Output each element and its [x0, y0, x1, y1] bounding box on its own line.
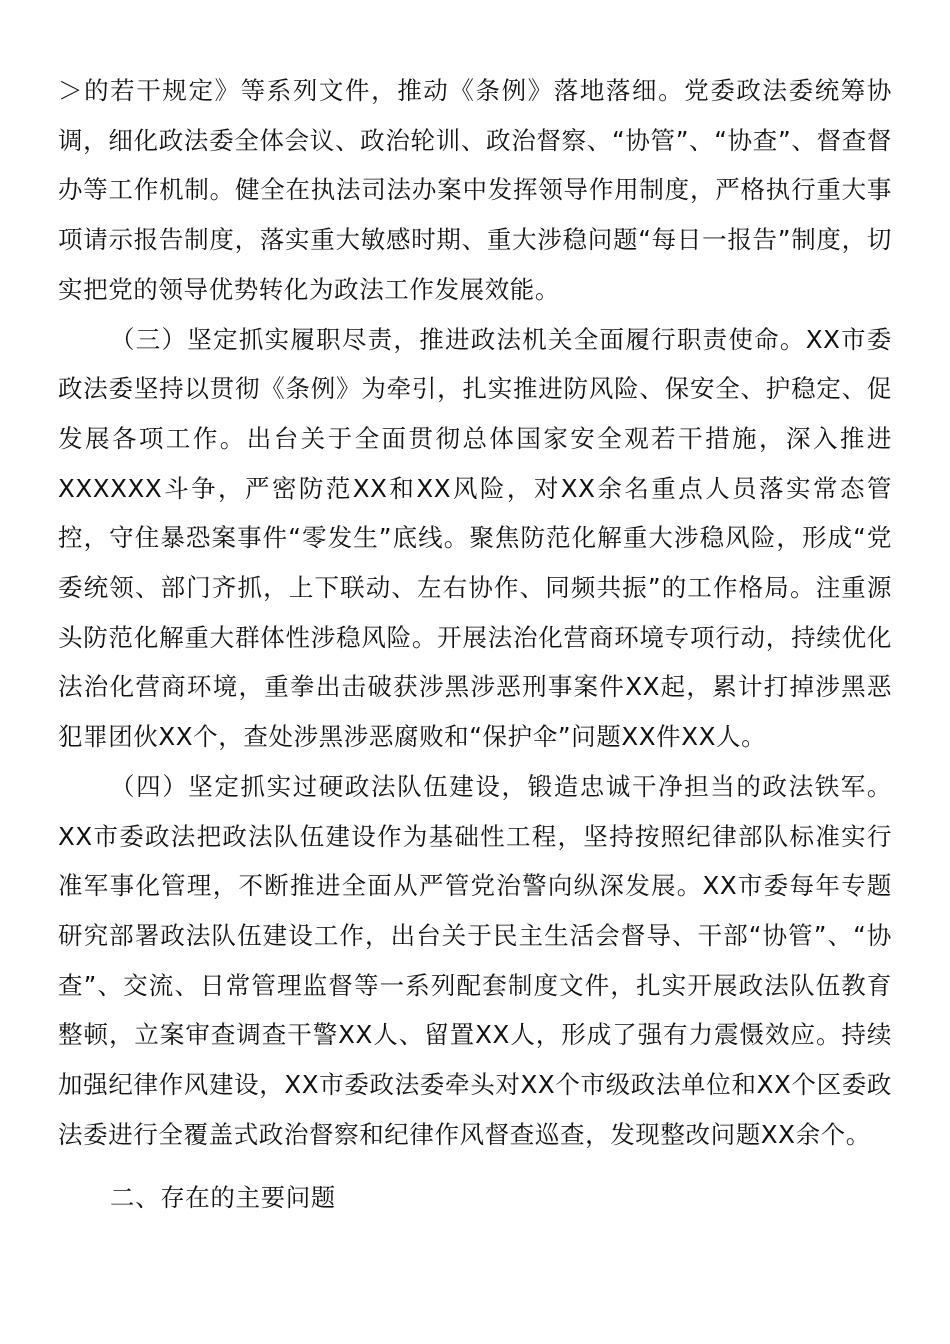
document-page	[58, 66, 892, 1223]
paragraph-continuation: ＞的若干规定》等系列文件，推动《条例》落地落细。党委政法委统筹协调，细化政法委全体会议、政治轮训、政治督察、“协管”、“协查”、督查督办等工作机制。健全在执法司法办案中发挥领导作用制度，严格执行重大事项请示报告制度，落实重大敏感时期、重大涉稳问题“每日一报告”制度，切实把党的领导优势转化为政法工作发展效能。	[58, 76, 892, 304]
paragraph-section-four: （四）坚定抓实过硬政法队伍建设，锻造忠诚干净担当的政法铁军。XX市委政法把政法队伍建设作为基础性工程，坚持按照纪律部队标准实行准军事化管理，不断推进全面从严管党治警向纵深发展。XX市委每年专题研究部署政法队伍建设工作，出台关于民主生活会督导、干部“协管”、“协查”、交流、日常管理监督等一系列配套制度文件，扎实开展政法队伍教育整顿，立案审查调查干警XX人、留置XX人，形成了强有力震慑效应。持续加强纪律作风建设，XX市委政法委牵头对XX个市级政法单位和XX个区委政法委进行全覆盖式政治督察和纪律作风督查巡查，发现整改问题XX余个。	[58, 771, 892, 1149]
section-heading: 二、存在的主要问题	[110, 1183, 336, 1213]
paragraph-section-three: （三）坚定抓实履职尽责，推进政法机关全面履行职责使命。XX市委政法委坚持以贯彻《条例》为牵引，扎实推进防风险、保安全、护稳定、促发展各项工作。出台关于全面贯彻总体国家安全观若干措施，深入推进XXXXXX斗争，严密防范XX和XX风险，对XX余名重点人员落实常态管控，守住暴恐案事件“零发生”底线。聚焦防范化解重大涉稳风险，形成“党委统领、部门齐抓，上下联动、左右协作、同频共振”的工作格局。注重源头防范化解重大群体性涉稳风险。开展法治化营商环境专项行动，持续优化法治化营商环境，重拳出击破获涉黑涉恶刑事案件XX起，累计打掉涉黑恶犯罪团伙XX个，查处涉黑涉恶腐败和“保护伞”问题XX件XX人。	[58, 324, 892, 752]
